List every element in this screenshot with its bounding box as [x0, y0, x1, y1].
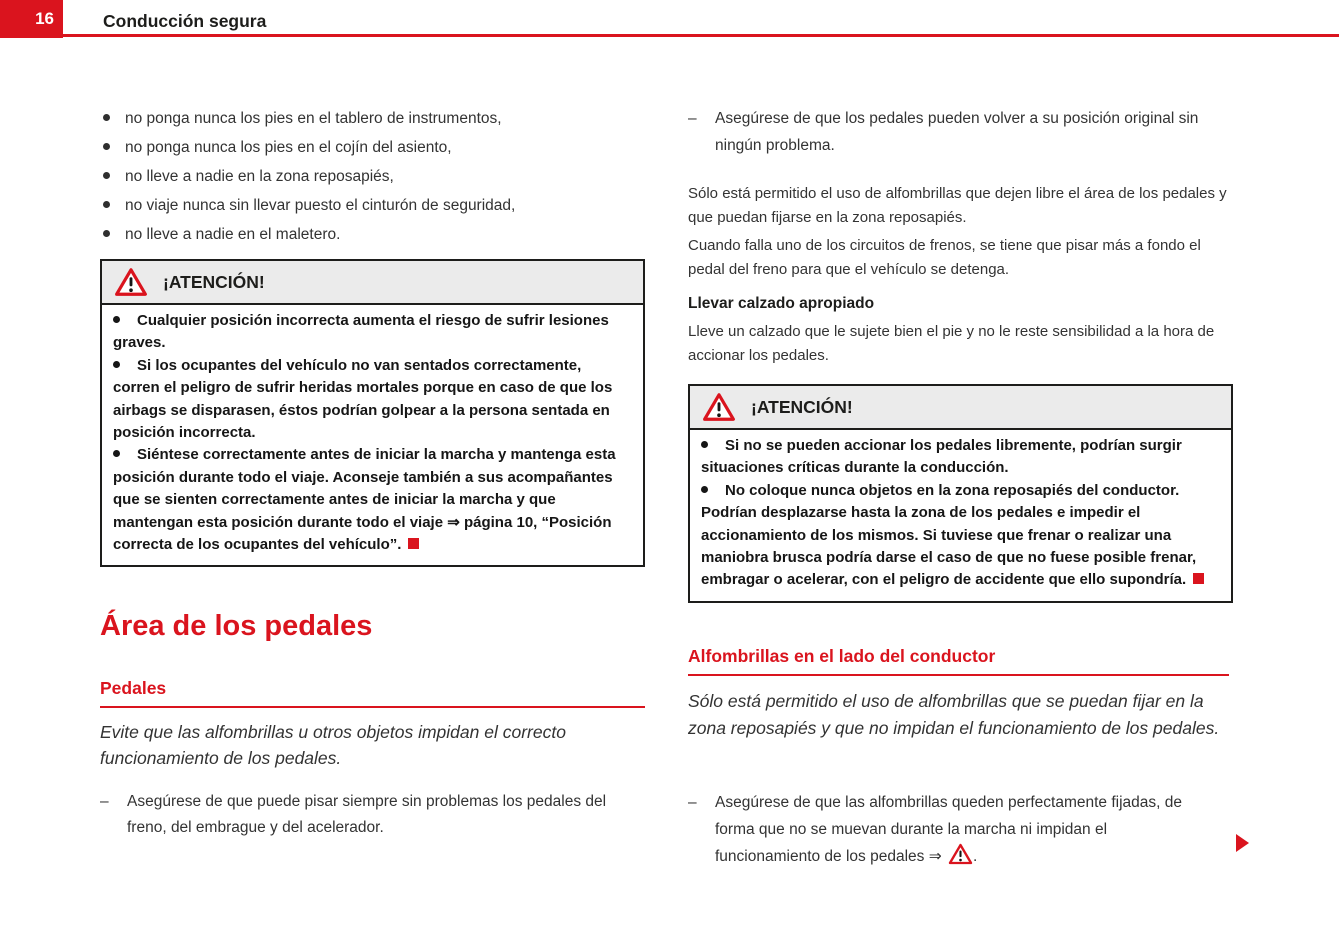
page-number: 16 — [0, 0, 63, 38]
list-item — [100, 220, 645, 249]
warning-item-text: Si no se pueden accionar los pedales libremente, podrían surgir situaciones críticas durante la conducción. — [701, 437, 1182, 477]
continuation-arrow-icon — [1236, 834, 1249, 852]
section-title: Área de los pedales — [100, 610, 373, 642]
dash-icon: – — [688, 110, 697, 127]
warning-title: ¡ATENCIÓN! — [163, 271, 265, 292]
body-paragraph: Lleve un calzado que le sujete bien el pie y no le reste sensibilidad a la hora de accionar los pedales. — [688, 323, 1215, 364]
list-item-text: no viaje nunca sin llevar puesto el cinturón de seguridad, — [125, 197, 516, 214]
list-item — [100, 162, 645, 191]
bold-subheading: Llevar calzado apropiado — [688, 295, 875, 312]
warning-box-body — [690, 430, 1231, 601]
warning-box-header — [690, 386, 1231, 430]
warning-box-body — [102, 305, 643, 565]
warning-item — [113, 310, 632, 355]
bullet-dot-icon — [103, 230, 110, 237]
bullet-dot-icon — [113, 450, 120, 457]
bullet-dot-icon — [701, 486, 708, 493]
bullet-dot-icon — [103, 172, 110, 179]
red-square-end-marker — [1193, 573, 1204, 584]
subsection-title-alfombrillas: Alfombrillas en el lado del conductor — [688, 646, 1229, 676]
dash-list — [688, 789, 1200, 870]
warning-box-pedals — [688, 384, 1233, 603]
warning-box-seating — [100, 259, 645, 567]
dash-icon: – — [688, 794, 697, 811]
bullet-dot-icon — [113, 316, 120, 323]
lead-paragraph: Evite que las alfombrillas u otros objetos impidan el correcto funcionamiento de los pedales. — [100, 722, 566, 768]
list-item — [100, 191, 645, 220]
lead-paragraph: Sólo está permitido el uso de alfombrillas que se puedan fijar en la zona reposapiés y que no impidan el funcionamiento de los pedales. — [688, 691, 1220, 738]
list-item-text: no lleve a nadie en el maletero. — [125, 226, 341, 243]
list-item-text: no ponga nunca los pies en el cojín del asiento, — [125, 139, 452, 156]
warning-item — [113, 355, 632, 445]
dash-list — [688, 105, 1233, 159]
header-rule — [0, 34, 1339, 37]
dash-item-text: Asegúrese de que los pedales pueden volver a su posición original sin ningún problema. — [715, 110, 1199, 154]
page-header-title: Conducción segura — [103, 11, 267, 31]
dash-item — [688, 789, 1200, 870]
bullet-dot-icon — [103, 114, 110, 121]
list-item-text: no ponga nunca los pies en el tablero de instrumentos, — [125, 110, 502, 127]
warning-item-text: No coloque nunca objetos en la zona reposapiés del conductor. Podrían desplazarse hasta la zona de los pedales e impedir el accionamiento de los mismos. Si tuviese que frenar o realizar una maniobra brusca podría darse el caso de que no fuese posible frenar, embragar o acelerar, con el peligro de accidente que ello supondría. — [701, 481, 1197, 589]
body-paragraph: Sólo está permitido el uso de alfombrillas que dejen libre el área de los pedales y que puedan fijarse en la zona reposapiés. — [688, 185, 1227, 226]
warning-title: ¡ATENCIÓN! — [751, 396, 853, 417]
subsection-title-pedales: Pedales — [100, 678, 645, 708]
warning-triangle-icon — [948, 843, 973, 865]
dash-item — [100, 789, 645, 841]
warning-item — [113, 444, 632, 556]
red-square-end-marker — [408, 538, 419, 549]
warning-item — [701, 435, 1220, 480]
safety-bullet-list — [100, 104, 645, 249]
dash-item-text-end: . — [973, 848, 978, 865]
dash-list — [100, 789, 645, 841]
bullet-dot-icon — [103, 201, 110, 208]
warning-box-header — [102, 261, 643, 305]
body-paragraph: Cuando falla uno de los circuitos de frenos, se tiene que pisar más a fondo el pedal del freno para que el vehículo se detenga. — [688, 237, 1201, 278]
list-item — [100, 104, 645, 133]
warning-triangle-icon — [702, 392, 736, 422]
dash-item-text: Asegúrese de que las alfombrillas queden perfectamente fijadas, de forma que no se muevan durante la marcha ni impidan el funcionamiento de los pedales ⇒ — [715, 794, 1183, 865]
bullet-dot-icon — [113, 361, 120, 368]
list-item-text: no lleve a nadie en la zona reposapiés, — [125, 168, 394, 185]
bullet-dot-icon — [103, 143, 110, 150]
warning-item — [701, 480, 1220, 592]
warning-triangle-icon — [114, 267, 148, 297]
bullet-dot-icon — [701, 441, 708, 448]
list-item — [100, 133, 645, 162]
warning-item-text: Cualquier posición incorrecta aumenta el riesgo de sufrir lesiones graves. — [113, 312, 609, 352]
warning-item-text: Si los ocupantes del vehículo no van sentados correctamente, corren el peligro de sufrir heridas mortales porque en caso de que los airbags se disparasen, éstos podrían golpear a la persona sentada en posición incorrecta. — [113, 356, 613, 442]
dash-item — [688, 105, 1233, 159]
dash-item-text: Asegúrese de que puede pisar siempre sin problemas los pedales del freno, del embrague y del acelerador. — [127, 793, 607, 836]
dash-icon: – — [100, 793, 109, 810]
warning-item-text: Siéntese correctamente antes de iniciar la marcha y mantenga esta posición durante todo el viaje. Aconseje también a sus acompañantes que se sienten correctamente antes de iniciar la marcha y que mantengan esta posición durante todo el viaje ⇒ página 10, “Posición correcta de los ocupantes del vehículo”. — [113, 446, 616, 554]
